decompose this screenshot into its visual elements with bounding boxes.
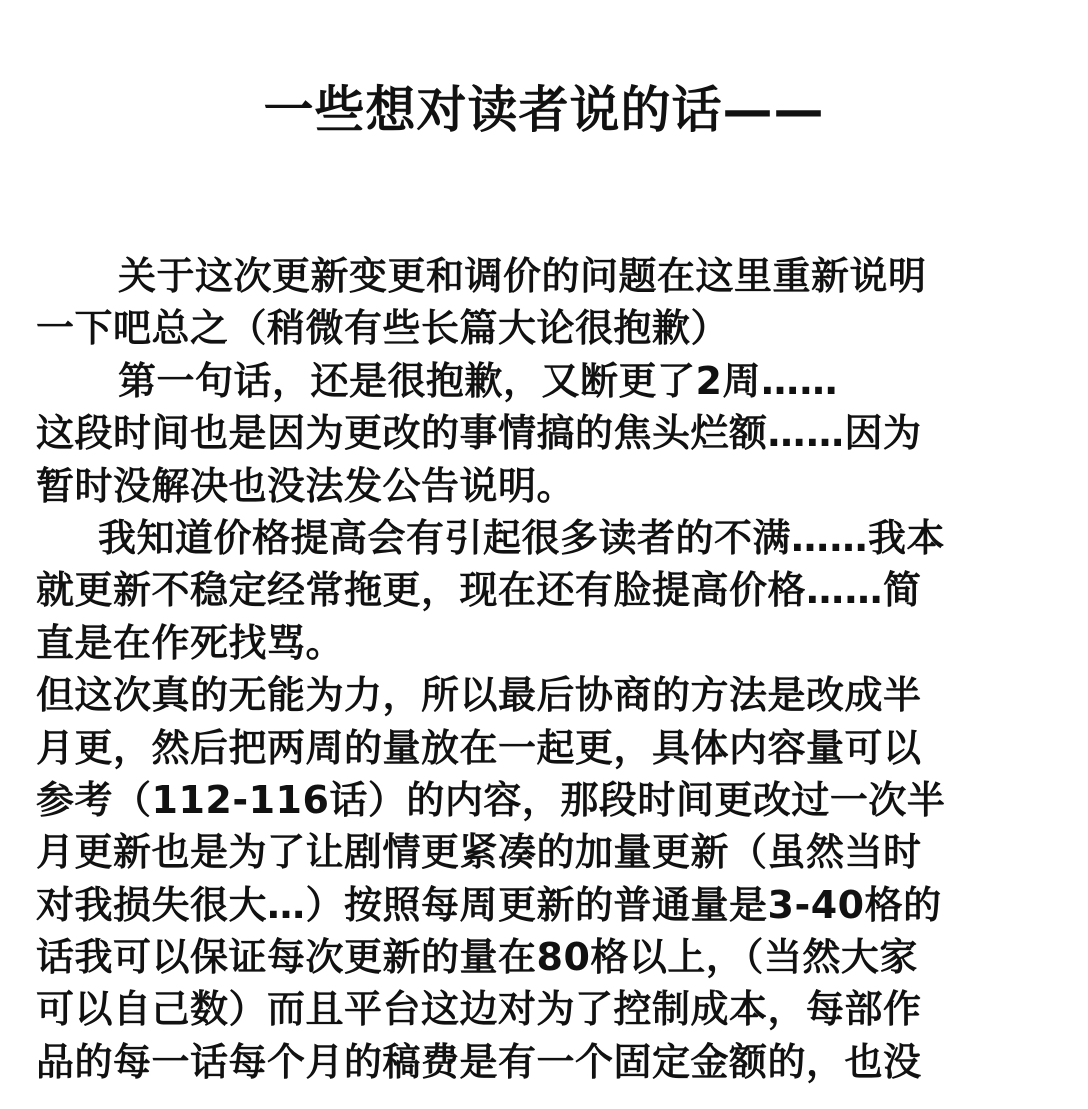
text-line: 话我可以保证每次更新的量在80格以上，（当然大家 bbox=[36, 935, 918, 980]
text-line: 对我损失很大…）按照每周更新的普通量是3-40格的 bbox=[36, 882, 942, 927]
text-line: 暂时没解决也没法发公告说明。 bbox=[36, 463, 576, 508]
text-line: 一下吧总之（稍微有些长篇大论很抱歉） bbox=[36, 306, 730, 351]
text-line: 就更新不稳定经常拖更，现在还有脸提高价格……简 bbox=[36, 568, 922, 613]
notice-body bbox=[36, 250, 1056, 1088]
text-line: 月更，然后把两周的量放在一起更，具体内容量可以 bbox=[36, 725, 922, 770]
text-line: 关于这次更新变更和调价的问题在这里重新说明 bbox=[118, 254, 927, 298]
text-line: 这段时间也是因为更改的事情搞的焦头烂额……因为 bbox=[36, 411, 922, 456]
text-line: 但这次真的无能为力，所以最后协商的方法是改成半 bbox=[36, 673, 922, 718]
page-title: 一些想对读者说的话—— bbox=[263, 81, 825, 139]
text-line: 直是在作死找骂。 bbox=[36, 620, 345, 665]
text-line: 品的每一话每个月的稿费是有一个固定金额的，也没 bbox=[36, 1039, 922, 1084]
text-line: 参考（112-116话）的内容，那段时间更改过一次半 bbox=[36, 777, 946, 822]
text-line: 第一句话，还是很抱歉，又断更了2周…… bbox=[118, 358, 838, 403]
text-line: 月更新也是为了让剧情更紧凑的加量更新（虽然当时 bbox=[36, 830, 922, 875]
text-line: 可以自己数）而且平台这边对为了控制成本，每部作 bbox=[36, 987, 922, 1032]
text-line: 我知道价格提高会有引起很多读者的不满……我本 bbox=[98, 515, 946, 560]
